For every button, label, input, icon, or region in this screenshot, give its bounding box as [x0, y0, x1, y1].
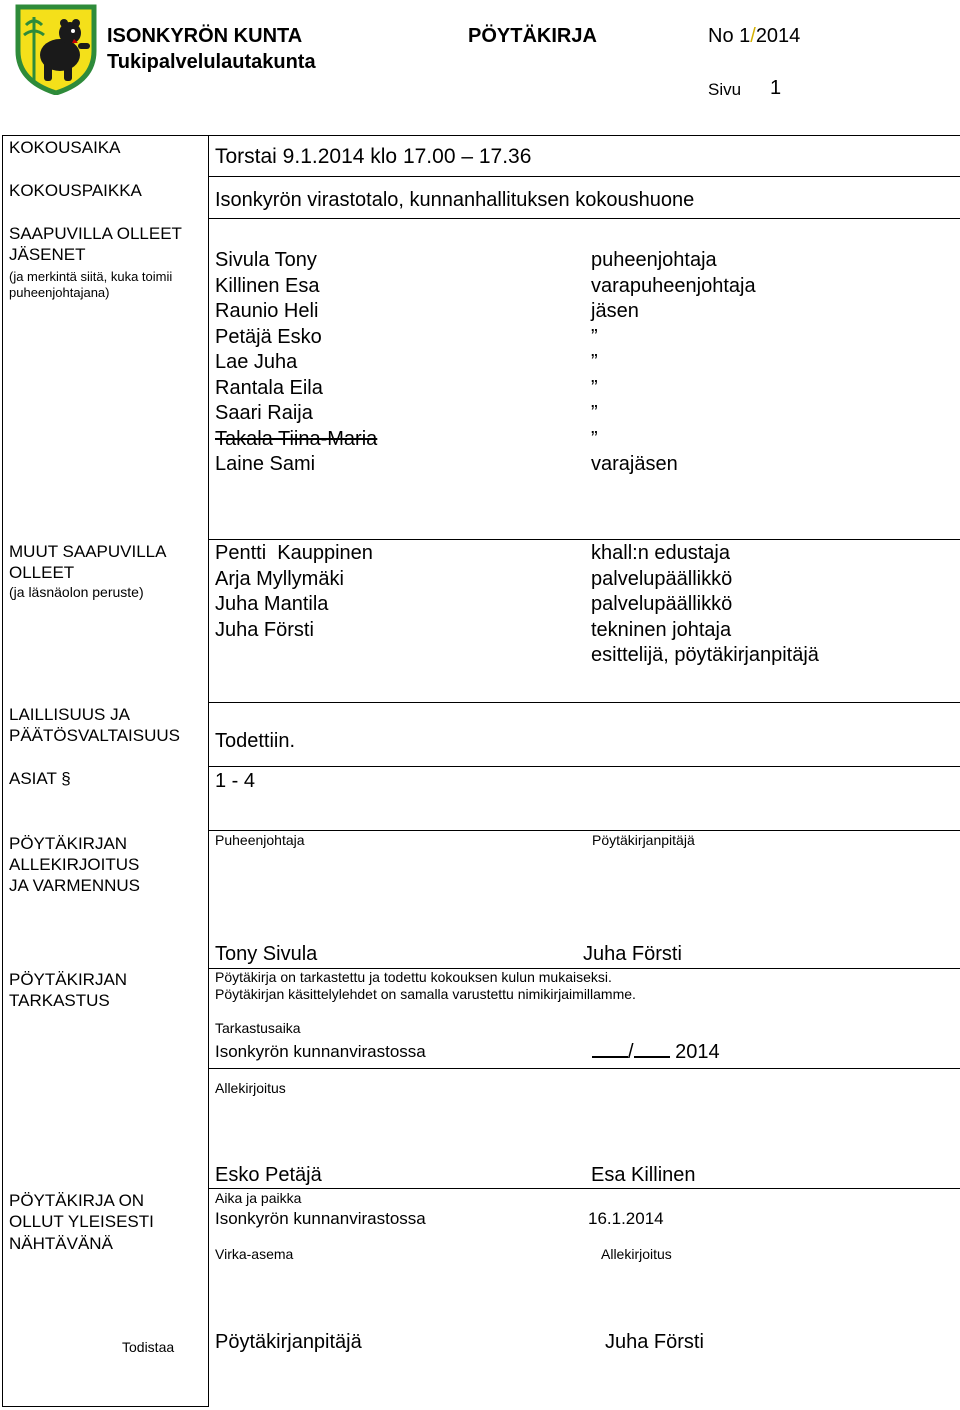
divider-time: [208, 176, 960, 177]
position-label: Virka-asema: [215, 1246, 294, 1262]
member-role: varapuheenjohtaja: [591, 274, 756, 297]
coat-of-arms-icon: [12, 3, 100, 95]
other-role: esittelijä, pöytäkirjanpitäjä: [591, 644, 819, 666]
page-number: 1: [770, 77, 782, 99]
certifier-name: Juha Försti: [605, 1331, 704, 1353]
number-slash: /: [750, 25, 756, 47]
member-name: Petäjä Esko: [215, 325, 322, 348]
divider-review-date: [208, 1068, 960, 1069]
member-role: varajäsen: [591, 453, 678, 475]
member-role-ditto: ”: [591, 427, 598, 450]
review-year: 2014: [675, 1041, 720, 1063]
member-role-ditto: ”: [591, 325, 598, 348]
table-border-bottom: [2, 1406, 209, 1407]
reviewer-1: Esko Petäjä: [215, 1164, 322, 1186]
meeting-time-label: KOKOUSAIKA: [9, 138, 121, 157]
member-name: Lae Juha: [215, 351, 298, 373]
signature-label-line1: PÖYTÄKIRJAN: [9, 834, 128, 853]
others-label-line1: MUUT SAAPUVILLA: [9, 542, 167, 561]
table-column-divider: [208, 135, 209, 1407]
other-role: khall:n edustaja: [591, 542, 730, 564]
other-name: Pentti Kauppinen: [215, 542, 373, 564]
member-role-ditto: ”: [591, 351, 598, 373]
chair-name: Tony Sivula: [215, 943, 318, 965]
member-name: Saari Raija: [215, 402, 313, 424]
member-name: Killinen Esa: [215, 274, 320, 297]
public-place: Isonkyrön kunnanvirastossa: [215, 1209, 426, 1228]
member-name: Raunio Heli: [215, 300, 319, 322]
legality-label-line1: LAILLISUUS JA: [9, 705, 130, 724]
members-label-line1: SAAPUVILLA OLLEET: [9, 224, 182, 243]
meeting-time-value: Torstai 9.1.2014 klo 17.00 – 17.36: [215, 145, 532, 168]
divider-members: [208, 539, 960, 540]
other-role: tekninen johtaja: [591, 618, 732, 641]
signature-label-line2: ALLEKIRJOITUS: [9, 855, 140, 874]
member-role: puheenjohtaja: [591, 249, 717, 271]
member-name: Rantala Eila: [215, 376, 323, 399]
day-blank: [592, 1038, 628, 1058]
chair-label: Puheenjohtaja: [215, 832, 305, 848]
signature-label-line3: JA VARMENNUS: [9, 876, 140, 895]
member-names: [215, 248, 377, 478]
review-text-1: Pöytäkirja on tarkastettu ja todettu kokouksen kulun mukaiseksi.: [215, 969, 612, 985]
municipality-logo: [12, 3, 100, 95]
reviewer-2: Esa Killinen: [591, 1164, 696, 1186]
member-name-struck: Takala Tiina-Maria: [215, 427, 378, 450]
review-label-line2: TARKASTUS: [9, 991, 110, 1010]
public-label-line2: OLLUT YLEISESTI: [9, 1212, 154, 1231]
review-signatures-label: Allekirjoitus: [215, 1080, 286, 1096]
others-roles: [591, 541, 819, 669]
member-role: jäsen: [591, 300, 639, 322]
municipality-name: ISONKYRÖN KUNTA: [107, 25, 303, 47]
secretary-name: Juha Försti: [583, 943, 682, 965]
legality-value: Todettiin.: [215, 730, 296, 752]
document-type: PÖYTÄKIRJA: [468, 25, 597, 47]
page-label: Sivu: [708, 80, 742, 99]
meeting-place-value: Isonkyrön virastotalo, kunnanhallituksen kokoushuone: [215, 189, 695, 211]
member-roles: [591, 248, 756, 478]
divider-items: [208, 830, 960, 831]
others-names: [215, 541, 373, 643]
other-name: Juha Försti: [215, 618, 314, 641]
member-name: Sivula Tony: [215, 249, 317, 271]
board-name: Tukipalvelulautakunta: [107, 51, 316, 73]
items-label: ASIAT §: [9, 769, 71, 788]
items-value: 1 - 4: [215, 770, 256, 792]
member-role-ditto: ”: [591, 402, 598, 424]
divider-others: [208, 702, 960, 703]
public-signature-label: Allekirjoitus: [601, 1246, 672, 1262]
divider-review: [208, 1188, 960, 1189]
others-note: (ja läsnäolon peruste): [9, 584, 144, 600]
secretary-label: Pöytäkirjanpitäjä: [592, 832, 695, 848]
public-label-line1: PÖYTÄKIRJA ON: [9, 1191, 145, 1210]
other-name: Arja Myllymäki: [215, 567, 344, 590]
certifier-position: Pöytäkirjanpitäjä: [215, 1331, 362, 1353]
divider-legality: [208, 766, 960, 767]
divider-place: [208, 218, 960, 219]
document-number: No 1/2014: [708, 25, 801, 47]
public-label-line3: NÄHTÄVÄNÄ: [9, 1234, 113, 1253]
other-role: palvelupäällikkö: [591, 593, 733, 615]
review-date-label: Tarkastusaika: [215, 1020, 301, 1036]
other-role: palvelupäällikkö: [591, 567, 733, 590]
table-border-top: [2, 135, 960, 136]
date-separator: /: [628, 1041, 634, 1063]
others-label-line2: OLLEET: [9, 563, 75, 582]
legality-label-line2: PÄÄTÖSVALTAISUUS: [9, 726, 180, 745]
review-date-field: [592, 1038, 720, 1064]
table-border-left: [2, 135, 3, 1407]
meeting-place-label: KOKOUSPAIKKA: [9, 181, 142, 200]
review-text-2: Pöytäkirjan käsittelylehdet on samalla varustettu nimikirjaimillamme.: [215, 986, 636, 1002]
review-label-line1: PÖYTÄKIRJAN: [9, 970, 128, 989]
member-name: Laine Sami: [215, 453, 316, 475]
month-blank: [634, 1038, 670, 1058]
review-place: Isonkyrön kunnanvirastossa: [215, 1042, 426, 1061]
public-date: 16.1.2014: [588, 1209, 664, 1228]
members-note: (ja merkintä siitä, kuka toimii puheenjohtajana): [9, 269, 173, 300]
certifies-label: Todistaa: [122, 1339, 175, 1355]
other-name: Juha Mantila: [215, 593, 329, 615]
members-label-line2: JÄSENET: [9, 245, 86, 264]
member-role-ditto: ”: [591, 376, 598, 399]
public-time-place-label: Aika ja paikka: [215, 1190, 302, 1206]
